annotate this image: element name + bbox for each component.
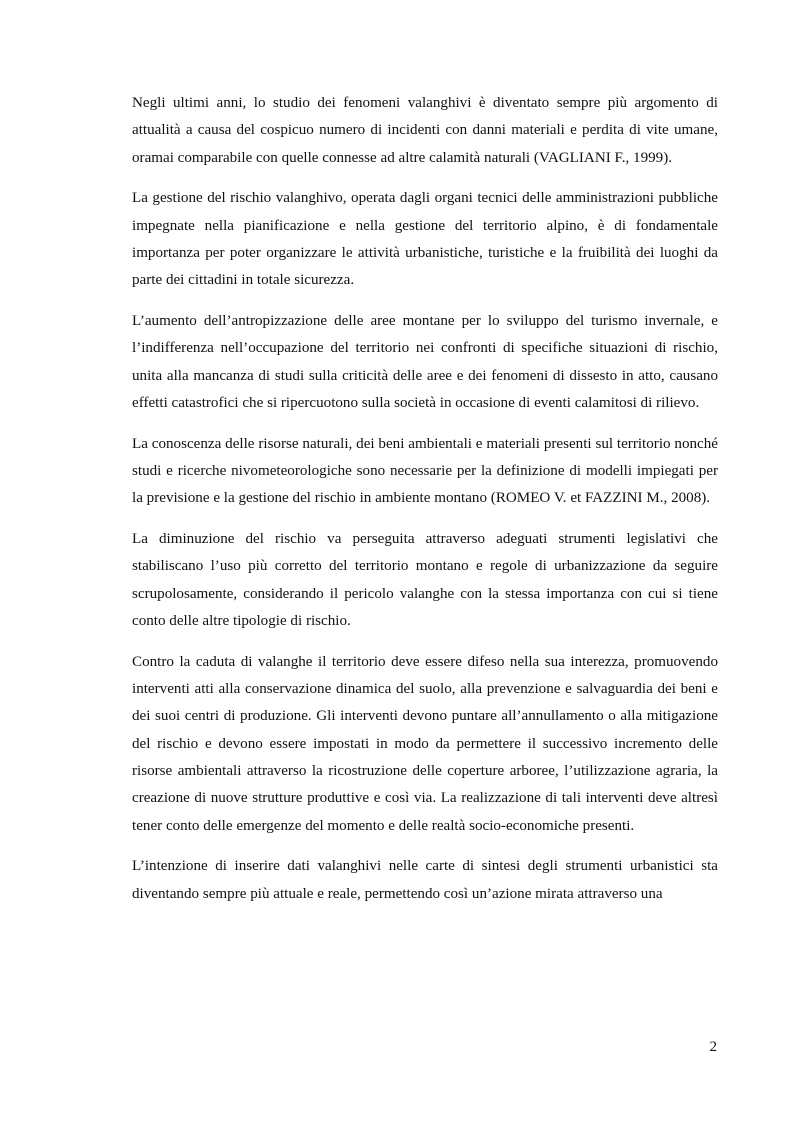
paragraph-6: Contro la caduta di valanghe il territorio deve essere difeso nella sua interezza, promuovendo interventi atti alla conservazione dinamica del suolo, alla prevenzione e salvaguardia dei beni e dei suoi centri di produzione. Gli interventi devono puntare all’annullamento o alla mitigazione del rischio e devono essere impostati in modo da permettere il successivo incremento delle risorse ambientali attraverso la ricostruzione delle coperture arboree, l’utilizzazione agraria, la creazione di nuove strutture produttive e così via. La realizzazione di tali interventi deve altresì tener conto delle emergenze del momento e delle realtà socio-economiche presenti. [132,653,718,834]
paragraph-2: La gestione del rischio valanghivo, operata dagli organi tecnici delle amministrazioni pubbliche impegnate nella pianificazione e nella gestione del territorio alpino, è di fondamentale importanza per poter organizzare le attività urbanistiche, turistiche e la fruibilità dei luoghi da parte dei cittadini in totale sicurezza. [132,190,718,289]
paragraph-4: La conoscenza delle risorse naturali, dei beni ambientali e materiali presenti sul territorio nonché studi e ricerche nivometeorologiche sono necessarie per la definizione di modelli impiegati per la previsione e la gestione del rischio in ambiente montano (ROMEO V. et FAZZINI M., 2008). [132,435,718,507]
body-text [132,90,718,908]
paragraph-1: Negli ultimi anni, lo studio dei fenomeni valanghivi è diventato sempre più argomento di attualità a causa del cospicuo numero di incidenti con danni materiali e perdita di vite umane, oramai comparabile con quelle connesse ad altre calamità naturali (VAGLIANI F., 1999). [132,95,718,166]
paragraph-5: La diminuzione del rischio va perseguita attraverso adeguati strumenti legislativi che stabiliscano l’uso più corretto del territorio montano e regole di urbanizzazione da seguire scrupolosamente, considerando il pericolo valanghe con la stessa importanza con cui si tiene conto delle altre tipologie di rischio. [132,531,718,630]
paragraph-3: L’aumento dell’antropizzazione delle aree montane per lo sviluppo del turismo invernale, e l’indifferenza nell’occupazione del territorio nei confronti di specifiche situazioni di rischio, unita alla mancanza di studi sulla criticità delle aree e dei fenomeni di dissesto in atto, causano effetti catastrofici che si ripercuotono sulla società in occasione di eventi calamitosi di rilievo. [132,313,718,411]
page-number: 2 [709,1039,717,1055]
paragraph-7: L’intenzione di inserire dati valanghivi nelle carte di sintesi degli strumenti urbanistici sta diventando sempre più attuale e reale, permettendo così un’azione mirata attraverso una [132,858,718,902]
